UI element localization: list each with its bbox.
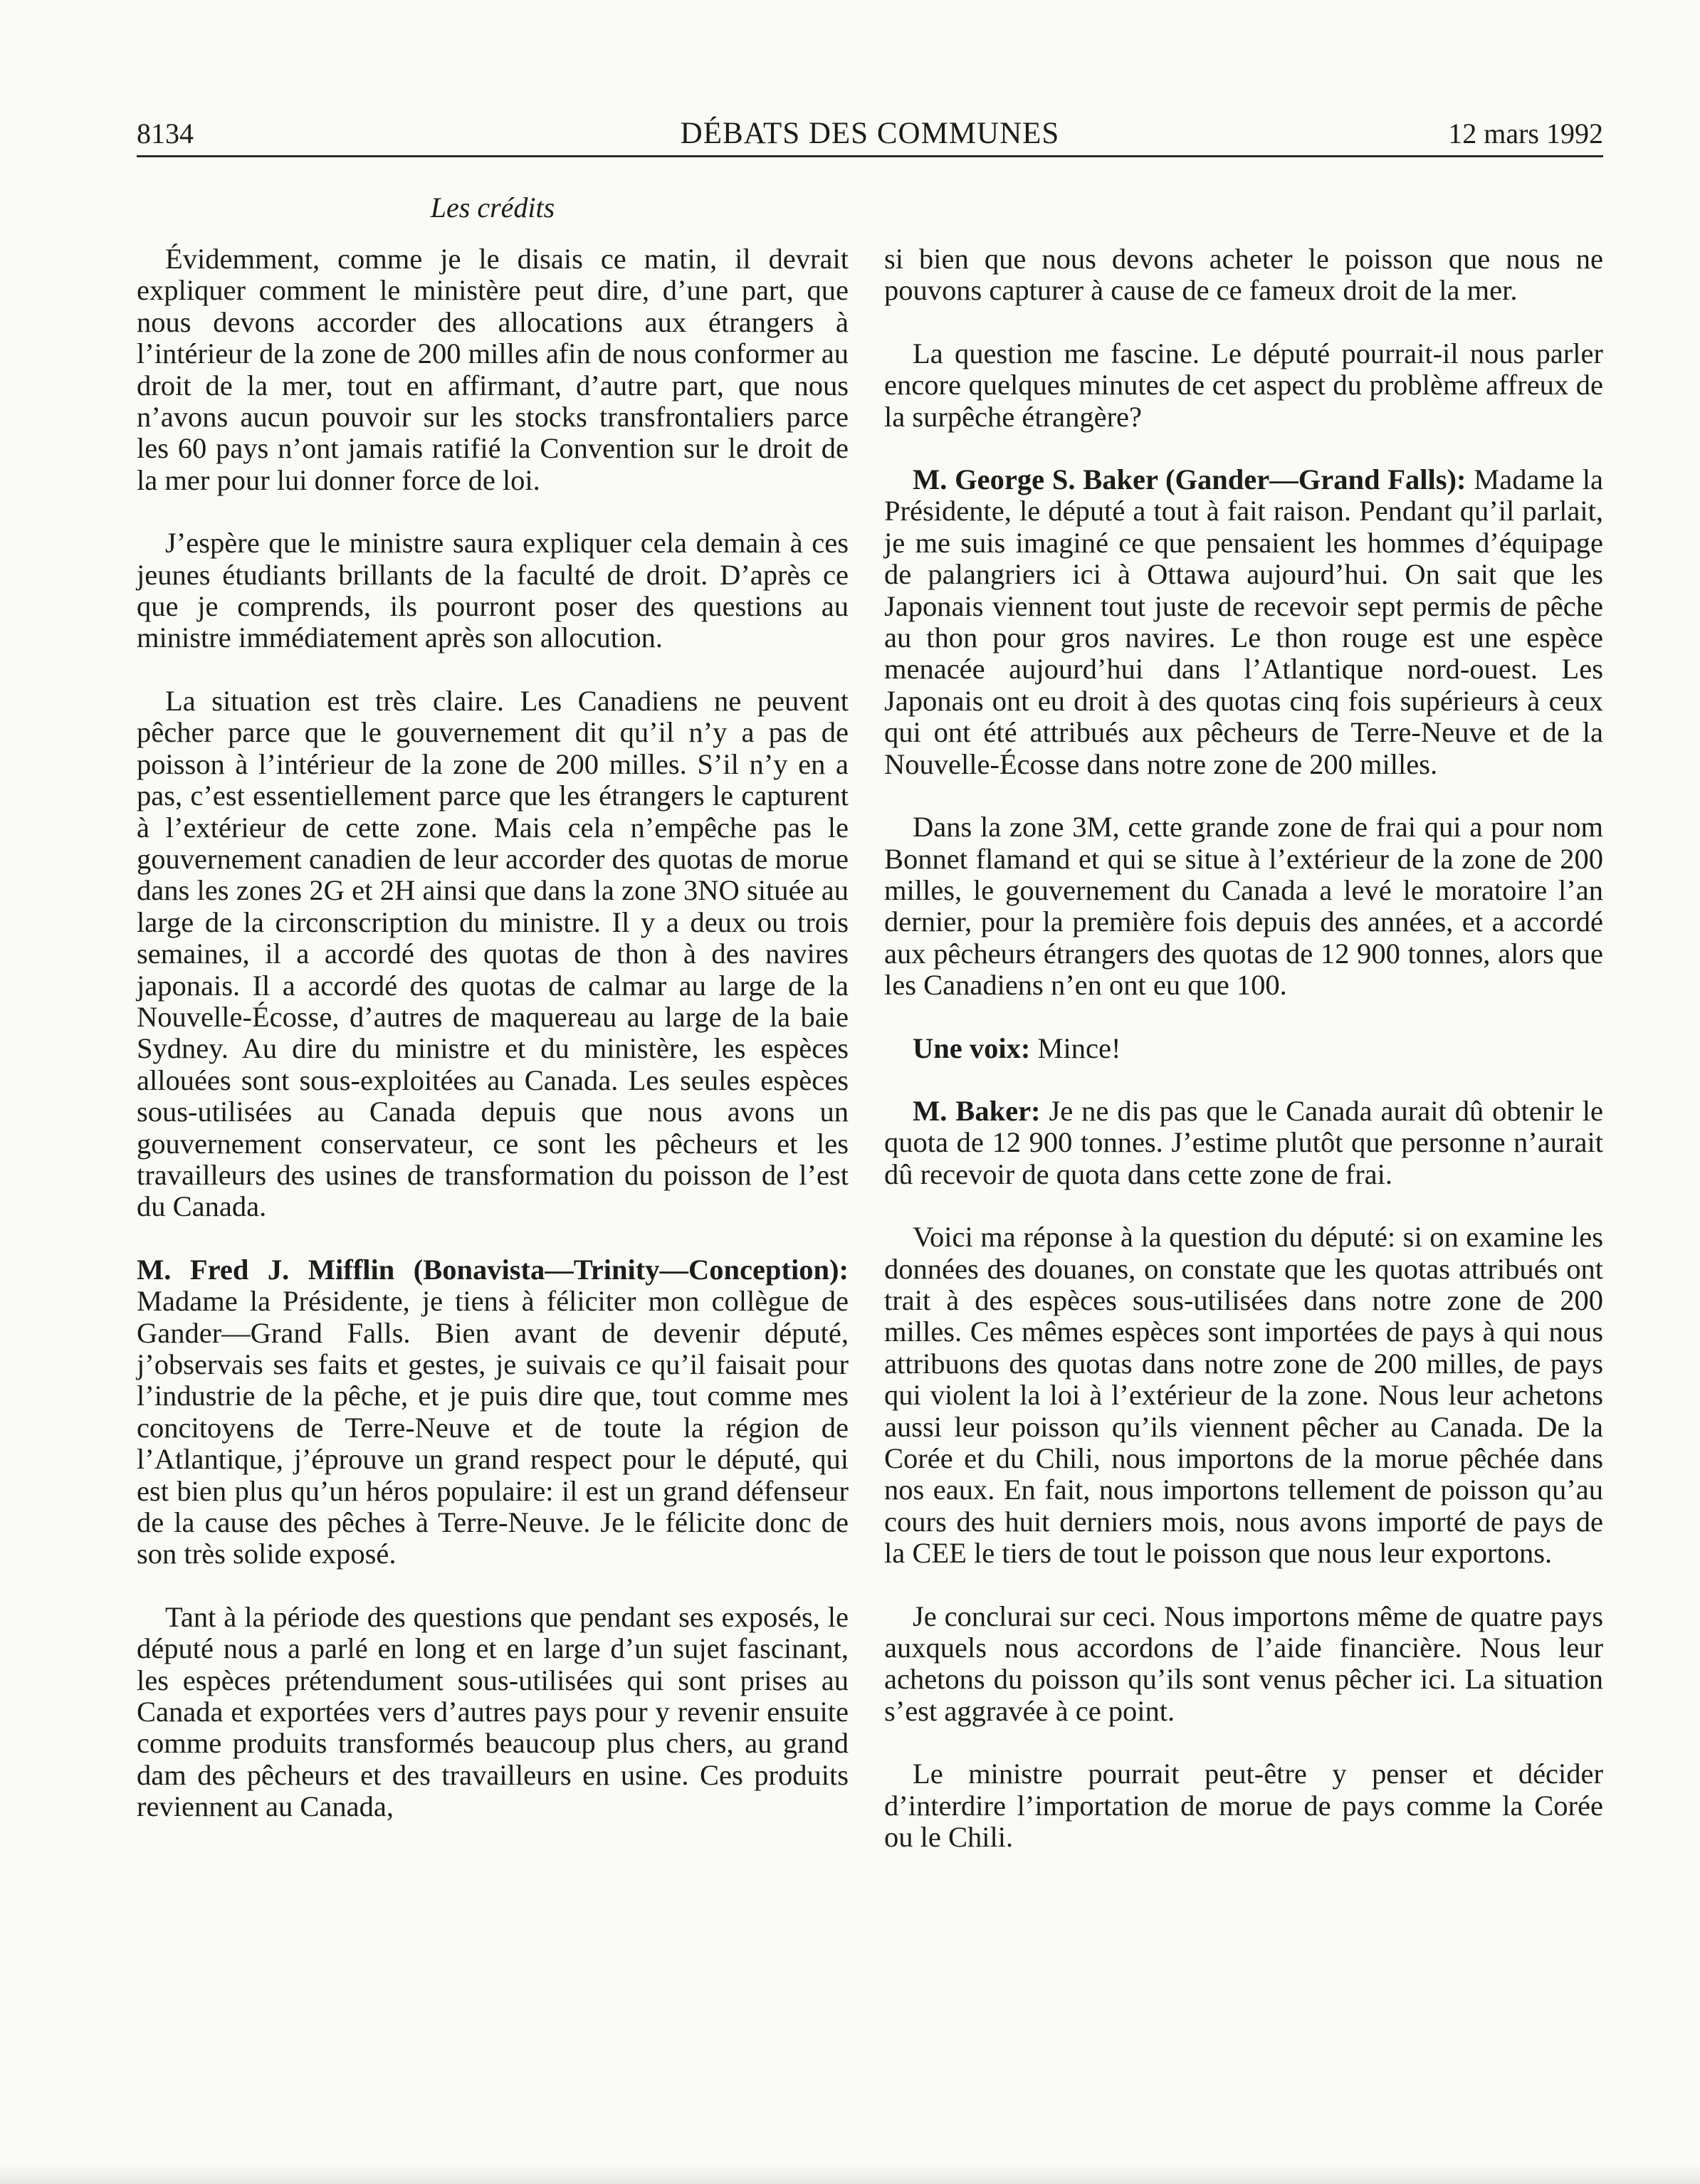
speech-text: Je ne dis pas que le Canada aurait dû obtenir le quota de 12 900 tonnes. J’estime plutôt que personne n’aurait dû recevoir de quota dans cette zone de frai. <box>884 1094 1603 1190</box>
speaker-name: Une voix: <box>913 1031 1031 1064</box>
speaker-name: M. Baker: <box>913 1094 1041 1127</box>
right-column <box>884 243 1603 1884</box>
speech-text: Madame la Présidente, je tiens à féliciter mon collègue de Gander—Grand Falls. Bien avant de devenir député, j’observais ses faits et gestes, je suivais ce qu’il faisait pour l’industrie de la pêche, et je puis dire que, tout comme mes concitoyens de Terre-Neuve et de toute la région de l’Atlantique, j’éprouve un grand respect pour le député, qui est bien plus qu’un héros populaire: il est un grand défenseur de la cause des pêches à Terre-Neuve. Je le félicite donc de son très solide exposé. <box>137 1285 849 1570</box>
paragraph: Le ministre pourrait peut-être y penser et décider d’interdire l’importation de morue de pays comme la Corée ou le Chili. <box>884 1758 1603 1854</box>
paragraph-continued: si bien que nous devons acheter le poisson que nous ne pouvons capturer à cause de ce fameux droit de la mer. <box>884 243 1603 307</box>
left-column <box>137 243 849 1854</box>
speech-paragraph <box>884 1096 1603 1190</box>
speech-text: Madame la Présidente, le député a tout à fait raison. Pendant qu’il parlait, je me suis imaginé ce que pensaient les hommes d’équipage de palangriers ici à Ottawa aujourd’hui. On sait que les Japonais viennent tout juste de recevoir sept permis de pêche au thon pour gros navires. Le thon rouge est une espèce menacée aujourd’hui dans l’Atlantique nord-ouest. Les Japonais ont eu droit à des quotas cinq fois supérieurs à ceux qui ont été attribués aux pêcheurs de Terre-Neuve et de la Nouvelle-Écosse dans notre zone de 200 milles. <box>884 463 1603 780</box>
paragraph: La question me fascine. Le député pourrait-il nous parler encore quelques minutes de cet aspect du problème affreux de la surpêche étrangère? <box>884 337 1603 433</box>
paragraph: Tant à la période des questions que pendant ses exposés, le député nous a parlé en long et en large d’un sujet fascinant, les espèces prétendument sous-utilisées qui sont prises au Canada et exportées vers d’autres pays pour y revenir ensuite comme produits transformés beaucoup plus chers, au grand dam des pêcheurs et des travailleurs en usine. Ces produits reviennent au Canada, <box>137 1600 849 1823</box>
header-rule <box>137 155 1603 157</box>
page-header <box>137 114 1603 154</box>
paragraph: Évidemment, comme je le disais ce matin, il devrait expliquer comment le ministère peut dire, d’une part, que nous devons accorder des allocations aux étrangers à l’intérieur de la zone de 200 milles afin de nous conformer au droit de la mer, tout en affirmant, d’autre part, que nous n’avons aucun pouvoir sur les stocks transfrontaliers parce les 60 pays n’ont jamais ratifié la Convention sur le droit de la mer pour lui donner force de loi. <box>137 243 849 496</box>
paragraph: Je conclurai sur ceci. Nous importons même de quatre pays auxquels nous accordons de l’aide financière. Nous leur achetons du poisson qu’ils sont venus pêcher ici. La situation s’est aggravée à ce point. <box>884 1600 1603 1727</box>
section-title: Les crédits <box>430 191 555 224</box>
speech-paragraph <box>884 464 1603 780</box>
speech-paragraph <box>884 1033 1603 1064</box>
paragraph: Dans la zone 3M, cette grande zone de frai qui a pour nom Bonnet flamand et qui se situe à l’extérieur de la zone de 200 milles, le gouvernement du Canada a levé le moratoire l’an dernier, pour la première fois depuis des années, et a accordé aux pêcheurs étrangers des quotas de 12 900 tonnes, alors que les Canadiens n’en ont eu que 100. <box>884 811 1603 1002</box>
speaker-name: M. Fred J. Mifflin (Bonavista—Trinity—Conception): <box>137 1253 849 1286</box>
speech-paragraph <box>137 1254 849 1570</box>
publication-date: 12 mars 1992 <box>1448 117 1603 149</box>
publication-title: DÉBATS DES COMMUNES <box>680 117 1060 150</box>
scan-edge <box>0 2164 1700 2184</box>
paragraph: J’espère que le ministre saura expliquer cela demain à ces jeunes étudiants brillants de la faculté de droit. D’après ce que je comprends, ils pourront poser des questions au ministre immédiatement après son allocution. <box>137 527 849 654</box>
speech-text: Mince! <box>1030 1031 1121 1064</box>
paragraph: La situation est très claire. Les Canadiens ne peuvent pêcher parce que le gouvernement dit qu’il n’y a pas de poisson à l’intérieur de la zone de 200 milles. S’il n’y en a pas, c’est essentiellement parce que les étrangers le capturent à l’extérieur de cette zone. Mais cela n’empêche pas le gouvernement canadien de leur accorder des quotas de morue dans les zones 2G et 2H ainsi que dans la zone 3NO située au large de la circonscription du ministre. Il y a deux ou trois semaines, il a accordé des quotas de thon à des navires japonais. Il a accordé des quotas de calmar au large de la Nouvelle-Écosse, d’autres de maquereau au large de la baie Sydney. Au dire du ministre et du ministère, les espèces allouées sont sous-exploitées au Canada. Les seules espèces sous-utilisées au Canada depuis que nous avons un gouvernement conservateur, ce sont les pêcheurs et les travailleurs des usines de transformation du poisson de l’est du Canada. <box>137 684 849 1223</box>
page-number: 8134 <box>137 117 194 149</box>
speaker-name: M. George S. Baker (Gander—Grand Falls): <box>913 463 1466 496</box>
paragraph: Voici ma réponse à la question du député: si on examine les données des douanes, on constate que les quotas attribués ont trait à des espèces sous-utilisées dans notre zone de 200 milles. Ces mêmes espèces sont importées de pays à qui nous attribuons des quotas dans notre zone de 200 milles, de pays qui violent la loi à l’extérieur de la zone. Nous leur achetons aussi leur poisson qu’ils viennent pêcher au Canada. De la Corée et du Chili, nous importons de la morue pêchée dans nos eaux. En fait, nous importons tellement de poisson qu’au cours des huit derniers mois, nous avons importé de pays de la CEE le tiers de tout le poisson que nous leur exportons. <box>884 1221 1603 1570</box>
